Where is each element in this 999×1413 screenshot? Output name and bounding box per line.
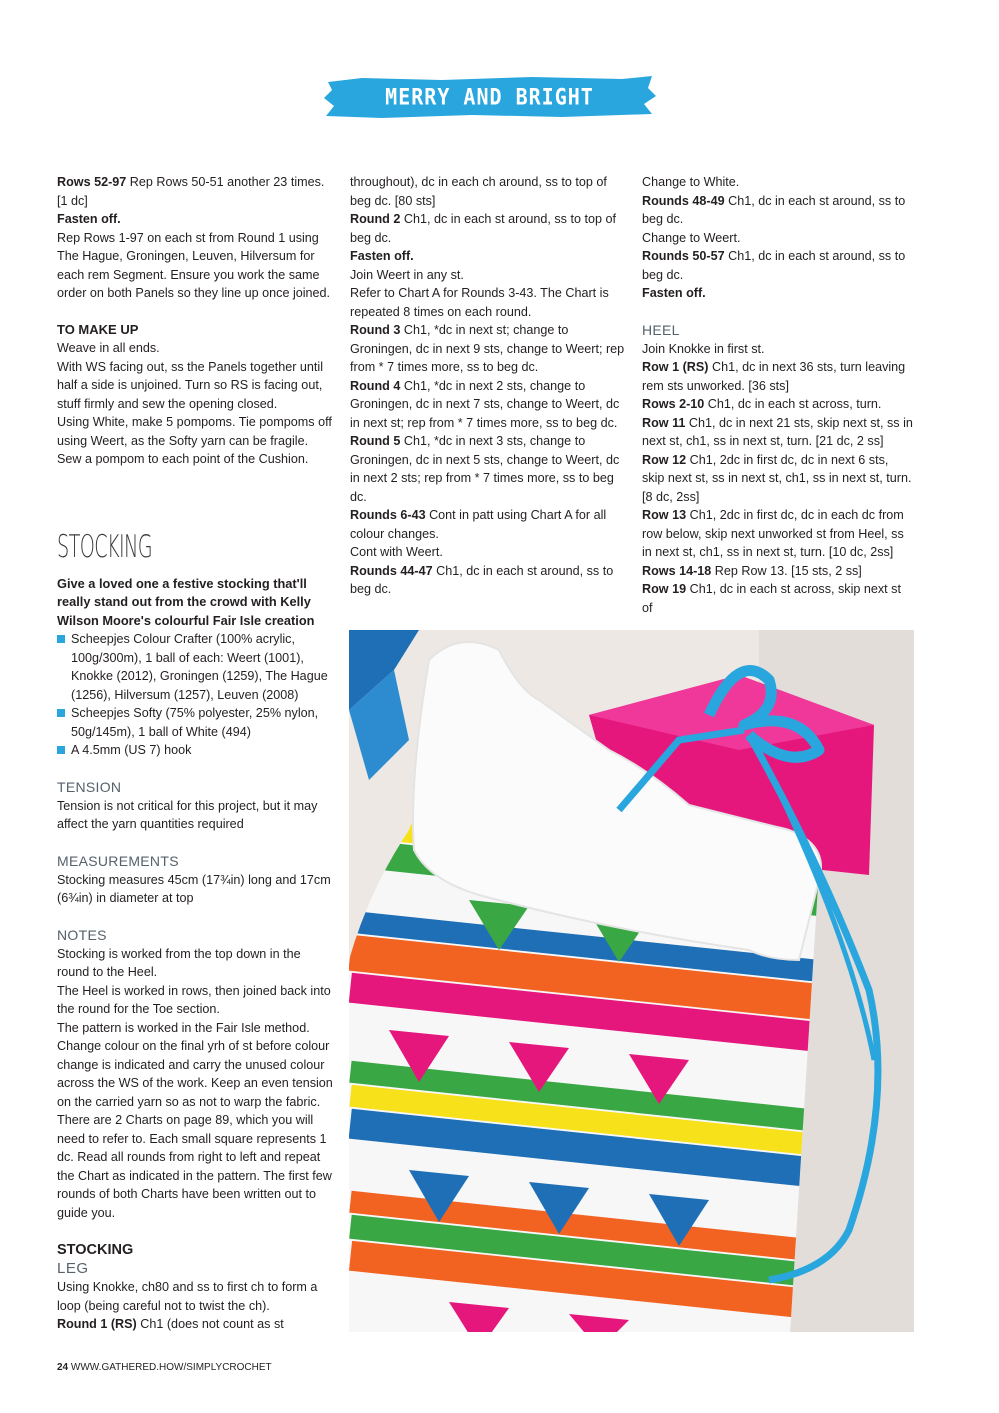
intro: Give a loved one a festive stocking that'll really stand out from the crowd with Kelly Wilson Moore's colourful Fair Isle creation [57,575,315,628]
banner-title: MERRY AND BRIGHT COLLECTION [385,83,594,161]
tension-heading: TENSION [57,778,122,795]
material-item: Scheepjes Softy (75% polyester, 25% nylon, 50g/145m), 1 ball of White (494) [57,704,335,741]
paragraph: Round 2 Ch1, dc in each st around, ss to top of beg dc. [350,212,616,245]
page-footer [57,1362,272,1373]
bullet-square-icon [57,635,65,643]
paragraph: Tension is not critical for this project, but it may affect the yarn quantities required [57,798,318,831]
paragraph: Rows 14-18 Rep Row 13. [15 sts, 2 ss] [642,563,862,578]
paragraph: Round 5 Ch1, *dc in next 3 sts, change to Groningen, dc in next 5 sts, change to Weert, dc in next 2 sts; rep from * 7 times more, ss to beg dc. [350,434,620,504]
paragraph: Row 19 Ch1, dc in each st across, skip next st of [642,582,901,615]
paragraph: Change to White. [642,175,740,189]
paragraph: Round 1 (RS) Ch1 (does not count as st [57,1317,284,1331]
paragraph: Rows 52-97 Rep Rows 50-51 another 23 times. [1 dc] [57,175,325,208]
paragraph: Row 12 Ch1, 2dc in first dc, dc in next 6 sts, skip next st, ss in next st, ch1, ss in next st, turn. [8 dc, 2ss] [642,452,912,504]
paragraph: Row 1 (RS) Ch1, dc in next 36 sts, turn leaving rem sts unworked. [36 sts] [642,360,906,393]
collection-banner [322,74,657,161]
notes-heading: NOTES [57,926,107,943]
paragraph: Using Knokke, ch80 and ss to first ch to form a loop (being careful not to twist the ch). [57,1280,318,1313]
fasten-off: Fasten off. [350,249,414,263]
column-3 [642,173,914,617]
measurements-heading: MEASUREMENTS [57,852,179,869]
make-up-heading: TO MAKE UP [57,321,139,337]
paragraph: Round 3 Ch1, *dc in next st; change to Groningen, dc in next 9 sts, change to Weert; rep from * 7 times more, ss to beg dc. [350,323,625,374]
paragraph: There are 2 Charts on page 89, which you will need to refer to. Each small square represents 1 dc. Read all rounds from right to left and repeat the Chart as indicated in the pattern. The first few rounds of both Charts have been written out to guide you. [57,1113,332,1220]
paragraph: Rounds 50-57 Ch1, dc in each st around, ss to beg dc. [642,249,906,282]
stocking-heading: STOCKING [57,1242,134,1258]
fasten-off: Fasten off. [642,286,706,300]
paragraph: The pattern is worked in the Fair Isle method. Change colour on the final yrh of st before colour change is indicated and carry the unused colour across the WS of the work. Keep an even tension on the carried yarn so as not to warp the fabric. [57,1020,333,1109]
paragraph: Join Knokke in first st. [642,341,765,356]
material-item: A 4.5mm (US 7) hook [57,741,335,760]
paragraph: throughout), dc in each ch around, ss to top of beg dc. [80 sts] [350,175,607,208]
heel-heading: HEEL [642,321,680,338]
paragraph: Stocking measures 45cm (17¾in) long and 17cm (6¾in) in diameter at top [57,872,331,905]
paragraph: Refer to Chart A for Rounds 3-43. The Chart is repeated 8 times on each round. [350,286,609,319]
paragraph: Using White, make 5 pompoms. Tie pompoms off using Weert, as the Softy yarn can be fragile. Sew a pompom to each point of the Cushion. [57,415,332,466]
bullet-square-icon [57,746,65,754]
paragraph: Cont with Weert. [350,545,443,559]
paragraph: Round 4 Ch1, *dc in next 2 sts, change to Groningen, dc in next 7 sts, change to Weert, dc in next st; rep from * 7 times more, ss to beg dc. [350,378,620,430]
stocking-illustration [349,630,914,1332]
paragraph: Change to Weert. [642,230,741,245]
paragraph: Rounds 48-49 Ch1, dc in each st around, ss to beg dc. [642,193,906,226]
paragraph: With WS facing out, ss the Panels together until half a side is unjoined. Turn so RS is facing out, stuff firmly and sew the opening closed. [57,359,323,411]
paragraph: Row 13 Ch1, 2dc in first dc, dc in each dc from row below, skip next unworked st from Heel, ss in next st, ch1, ss in next st, turn. [10 dc, 2ss] [642,508,904,559]
fasten-off: Fasten off. [57,212,121,226]
paragraph: Rounds 6-43 Cont in patt using Chart A for all colour changes. [350,508,607,541]
page-number: 24 [57,1362,69,1373]
paragraph: Join Weert in any st. [350,267,464,282]
paragraph: Rep Rows 1-97 on each st from Round 1 using The Hague, Groningen, Leuven, Hilversum for each rem Segment. Ensure you work the same order on both Panels so they line up once joined. [57,230,331,300]
bullet-square-icon [57,709,65,717]
footer-url: WWW.GATHERED.HOW/SIMPLYCROCHET [70,1362,272,1373]
column-2 [350,173,628,599]
material-item: Scheepjes Colour Crafter (100% acrylic, 100g/300m), 1 ball of each: Weert (1001), Knokke (2012), Groningen (1259), The Hague (1256), Hilversum (1257), Leuven (2008) [57,630,335,704]
stocking-title: STOCKING [57,528,153,565]
leg-heading: LEG [57,1260,89,1277]
paragraph: Weave in all ends. [57,341,160,355]
paragraph: Rows 2-10 Ch1, dc in each st across, turn. [642,397,882,411]
stocking-photo [349,630,914,1332]
paragraph: Row 11 Ch1, dc in next 21 sts, skip next st, ss in next st, ch1, ss in next st, turn. [21 dc, 2 ss] [642,415,913,448]
paragraph: The Heel is worked in rows, then joined back into the round for the Toe section. [57,983,331,1016]
paragraph: Rounds 44-47 Ch1, dc in each st around, ss to beg dc. [350,563,614,596]
column-1 [57,173,335,1334]
paragraph: Stocking is worked from the top down in the round to the Heel. [57,946,301,979]
